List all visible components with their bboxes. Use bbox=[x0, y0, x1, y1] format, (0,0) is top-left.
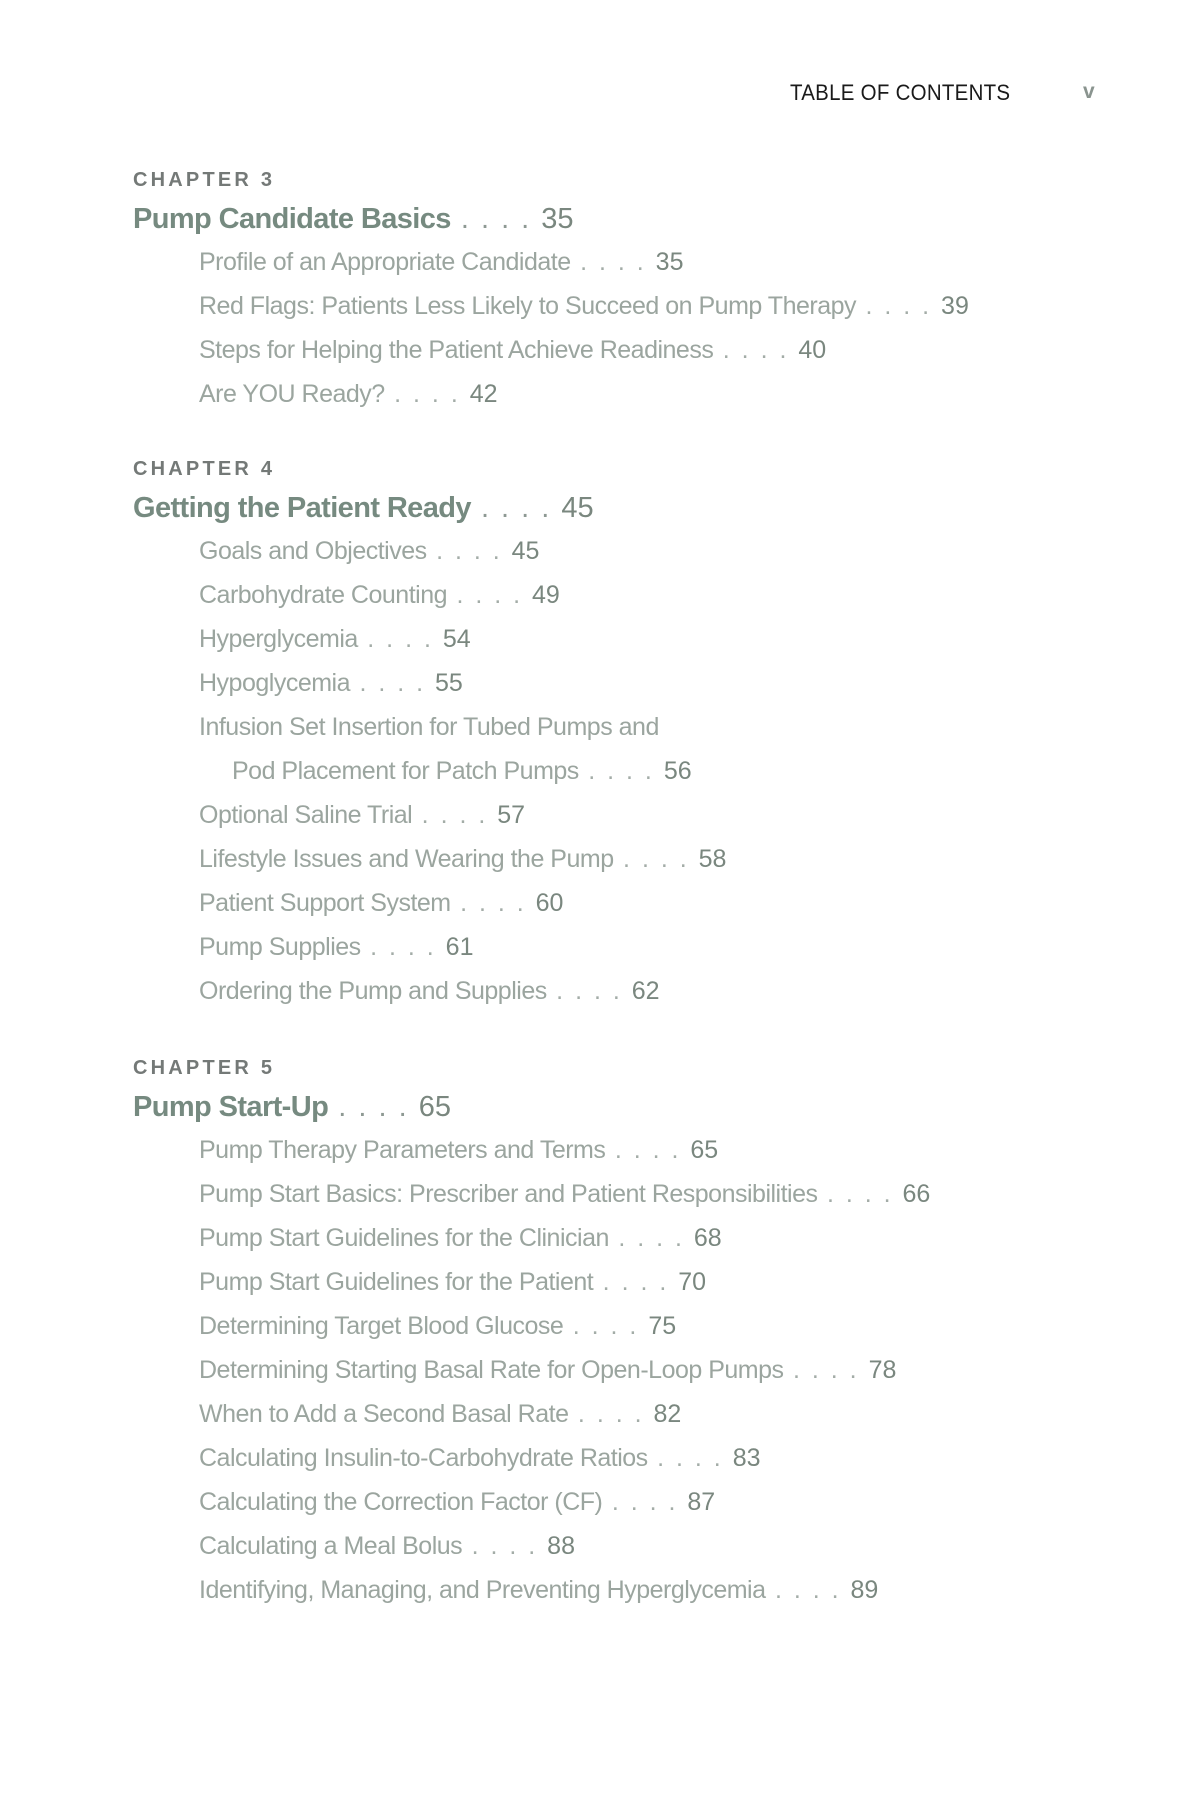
dot-leader: . . . . bbox=[426, 537, 512, 565]
dot-leader: . . . . bbox=[817, 1180, 903, 1208]
entry-title: Pump Start Basics: Prescriber and Patient Responsibilities bbox=[199, 1180, 818, 1208]
entry-title: Steps for Helping the Patient Achieve Readiness bbox=[199, 336, 714, 364]
page-number: 45 bbox=[511, 537, 540, 565]
dot-leader: . . . . bbox=[570, 248, 656, 276]
dot-leader: . . . . bbox=[462, 1532, 548, 1560]
entry-title: Calculating the Correction Factor (CF) bbox=[199, 1488, 603, 1516]
entry-title: Pump Therapy Parameters and Terms bbox=[199, 1136, 606, 1164]
chapter-title-link[interactable] bbox=[133, 1091, 451, 1123]
entry-title: Pump Start Guidelines for the Clinician bbox=[199, 1224, 609, 1252]
page-number: 54 bbox=[442, 625, 471, 653]
page-number: 62 bbox=[631, 977, 660, 1005]
page-number: 65 bbox=[418, 1091, 451, 1123]
dot-leader: . . . . bbox=[568, 1400, 654, 1428]
dot-leader: . . . . bbox=[563, 1312, 649, 1340]
dot-leader: . . . . bbox=[357, 625, 443, 653]
chapter-title-link[interactable] bbox=[133, 203, 574, 235]
chapter-label: CHAPTER 4 bbox=[133, 458, 276, 480]
dot-leader: . . . . bbox=[450, 889, 536, 917]
chapter-label: CHAPTER 3 bbox=[133, 169, 276, 191]
page-number: 49 bbox=[532, 581, 560, 609]
chapter-title-link[interactable] bbox=[133, 492, 594, 524]
entry-title: Patient Support System bbox=[199, 889, 451, 917]
entry-title: Lifestyle Issues and Wearing the Pump bbox=[199, 845, 614, 873]
page-number: 56 bbox=[663, 757, 692, 785]
dot-leader: . . . . bbox=[450, 203, 542, 235]
toc-entry[interactable] bbox=[199, 1356, 896, 1384]
entry-title: When to Add a Second Basal Rate bbox=[199, 1400, 569, 1428]
toc-entry[interactable] bbox=[199, 1312, 676, 1340]
dot-leader: . . . . bbox=[608, 1224, 694, 1252]
entry-title: Hypoglycemia bbox=[199, 669, 351, 697]
toc-entry[interactable] bbox=[199, 1576, 878, 1604]
toc-entry[interactable] bbox=[199, 669, 463, 697]
toc-entry[interactable] bbox=[199, 845, 726, 873]
page-number: 60 bbox=[535, 889, 564, 917]
dot-leader: . . . . bbox=[593, 1268, 679, 1296]
dot-leader: . . . . bbox=[447, 581, 533, 609]
dot-leader: . . . . bbox=[765, 1576, 851, 1604]
dot-leader: . . . . bbox=[470, 492, 562, 524]
entry-title: Pump Start Guidelines for the Patient bbox=[199, 1268, 594, 1296]
dot-leader: . . . . bbox=[713, 336, 799, 364]
dot-leader: . . . . bbox=[578, 757, 664, 785]
page-number: 61 bbox=[445, 933, 474, 961]
page-number: 78 bbox=[868, 1356, 897, 1384]
page-number: 89 bbox=[850, 1576, 879, 1604]
page-number: 88 bbox=[547, 1532, 575, 1560]
toc-entry[interactable] bbox=[199, 1136, 718, 1164]
chapter-label: CHAPTER 5 bbox=[133, 1057, 276, 1079]
toc-entry[interactable] bbox=[199, 1180, 930, 1208]
entry-title: Red Flags: Patients Less Likely to Succeed on Pump Therapy bbox=[199, 292, 857, 320]
page-number: 35 bbox=[655, 248, 684, 276]
toc-entry-continuation[interactable] bbox=[232, 757, 692, 785]
dot-leader: . . . . bbox=[350, 669, 436, 697]
page-number: 68 bbox=[693, 1224, 722, 1252]
running-head-title: TABLE OF CONTENTS bbox=[790, 80, 1011, 105]
entry-title: Determining Target Blood Glucose bbox=[199, 1312, 564, 1340]
toc-entry[interactable] bbox=[199, 889, 563, 917]
toc-entry[interactable] bbox=[199, 1268, 706, 1296]
toc-entry[interactable] bbox=[199, 801, 525, 829]
toc-entry[interactable] bbox=[199, 1488, 715, 1516]
chapter-title-text: Pump Candidate Basics bbox=[133, 203, 451, 235]
entry-title: Identifying, Managing, and Preventing Hyperglycemia bbox=[199, 1576, 766, 1604]
toc-entry[interactable] bbox=[199, 292, 969, 320]
entry-title: Are YOU Ready? bbox=[199, 380, 385, 408]
entry-title: Calculating Insulin-to-Carbohydrate Ratios bbox=[199, 1444, 648, 1472]
toc-entry[interactable] bbox=[199, 933, 473, 961]
page-number: 35 bbox=[541, 203, 574, 235]
dot-leader: . . . . bbox=[546, 977, 632, 1005]
entry-title: Infusion Set Insertion for Tubed Pumps and bbox=[199, 713, 659, 741]
entry-title: Ordering the Pump and Supplies bbox=[199, 977, 547, 1005]
toc-entry[interactable] bbox=[199, 713, 659, 741]
entry-title: Profile of an Appropriate Candidate bbox=[199, 248, 571, 276]
dot-leader: . . . . bbox=[605, 1136, 691, 1164]
entry-title: Determining Starting Basal Rate for Open-Loop Pumps bbox=[199, 1356, 784, 1384]
dot-leader: . . . . bbox=[602, 1488, 688, 1516]
dot-leader: . . . . bbox=[613, 845, 699, 873]
page-number: 87 bbox=[687, 1488, 716, 1516]
page-number: 65 bbox=[690, 1136, 719, 1164]
page-number-folio: v bbox=[1083, 80, 1095, 103]
entry-title: Carbohydrate Counting bbox=[199, 581, 447, 609]
entry-title-continued: Pod Placement for Patch Pumps bbox=[232, 757, 579, 785]
entry-title: Pump Supplies bbox=[199, 933, 361, 961]
dot-leader: . . . . bbox=[328, 1091, 419, 1123]
page-number: 75 bbox=[648, 1312, 677, 1340]
toc-entry[interactable] bbox=[199, 625, 471, 653]
dot-leader: . . . . bbox=[384, 380, 470, 408]
entry-title: Goals and Objectives bbox=[199, 537, 427, 565]
page-number: 45 bbox=[561, 492, 594, 524]
page-number: 58 bbox=[698, 845, 727, 873]
toc-entry[interactable] bbox=[199, 581, 560, 609]
dot-leader: . . . . bbox=[360, 933, 446, 961]
toc-entry[interactable] bbox=[199, 248, 683, 276]
toc-entry[interactable] bbox=[199, 1224, 722, 1252]
page-number: 57 bbox=[497, 801, 526, 829]
page-number: 83 bbox=[732, 1444, 761, 1472]
chapter-title-text: Pump Start-Up bbox=[133, 1091, 329, 1123]
dot-leader: . . . . bbox=[647, 1444, 733, 1472]
dot-leader: . . . . bbox=[412, 801, 498, 829]
toc-entry[interactable] bbox=[199, 336, 826, 364]
page-number: 42 bbox=[469, 380, 498, 408]
page-number: 82 bbox=[653, 1400, 682, 1428]
dot-leader: . . . . bbox=[783, 1356, 869, 1384]
entry-title: Calculating a Meal Bolus bbox=[199, 1532, 463, 1560]
entry-title: Hyperglycemia bbox=[199, 625, 358, 653]
page-number: 70 bbox=[678, 1268, 707, 1296]
chapter-title-text: Getting the Patient Ready bbox=[133, 492, 471, 524]
toc-entry[interactable] bbox=[199, 1400, 681, 1428]
entry-title: Optional Saline Trial bbox=[199, 801, 413, 829]
toc-entry[interactable] bbox=[199, 1532, 575, 1560]
page-number: 66 bbox=[902, 1180, 931, 1208]
toc-entry[interactable] bbox=[199, 977, 660, 1005]
page-number: 40 bbox=[798, 336, 827, 364]
page-number: 55 bbox=[435, 669, 463, 697]
dot-leader: . . . . bbox=[856, 292, 942, 320]
toc-entry[interactable] bbox=[199, 1444, 761, 1472]
toc-entry[interactable] bbox=[199, 380, 498, 408]
page-number: 39 bbox=[941, 292, 969, 320]
toc-entry[interactable] bbox=[199, 537, 539, 565]
